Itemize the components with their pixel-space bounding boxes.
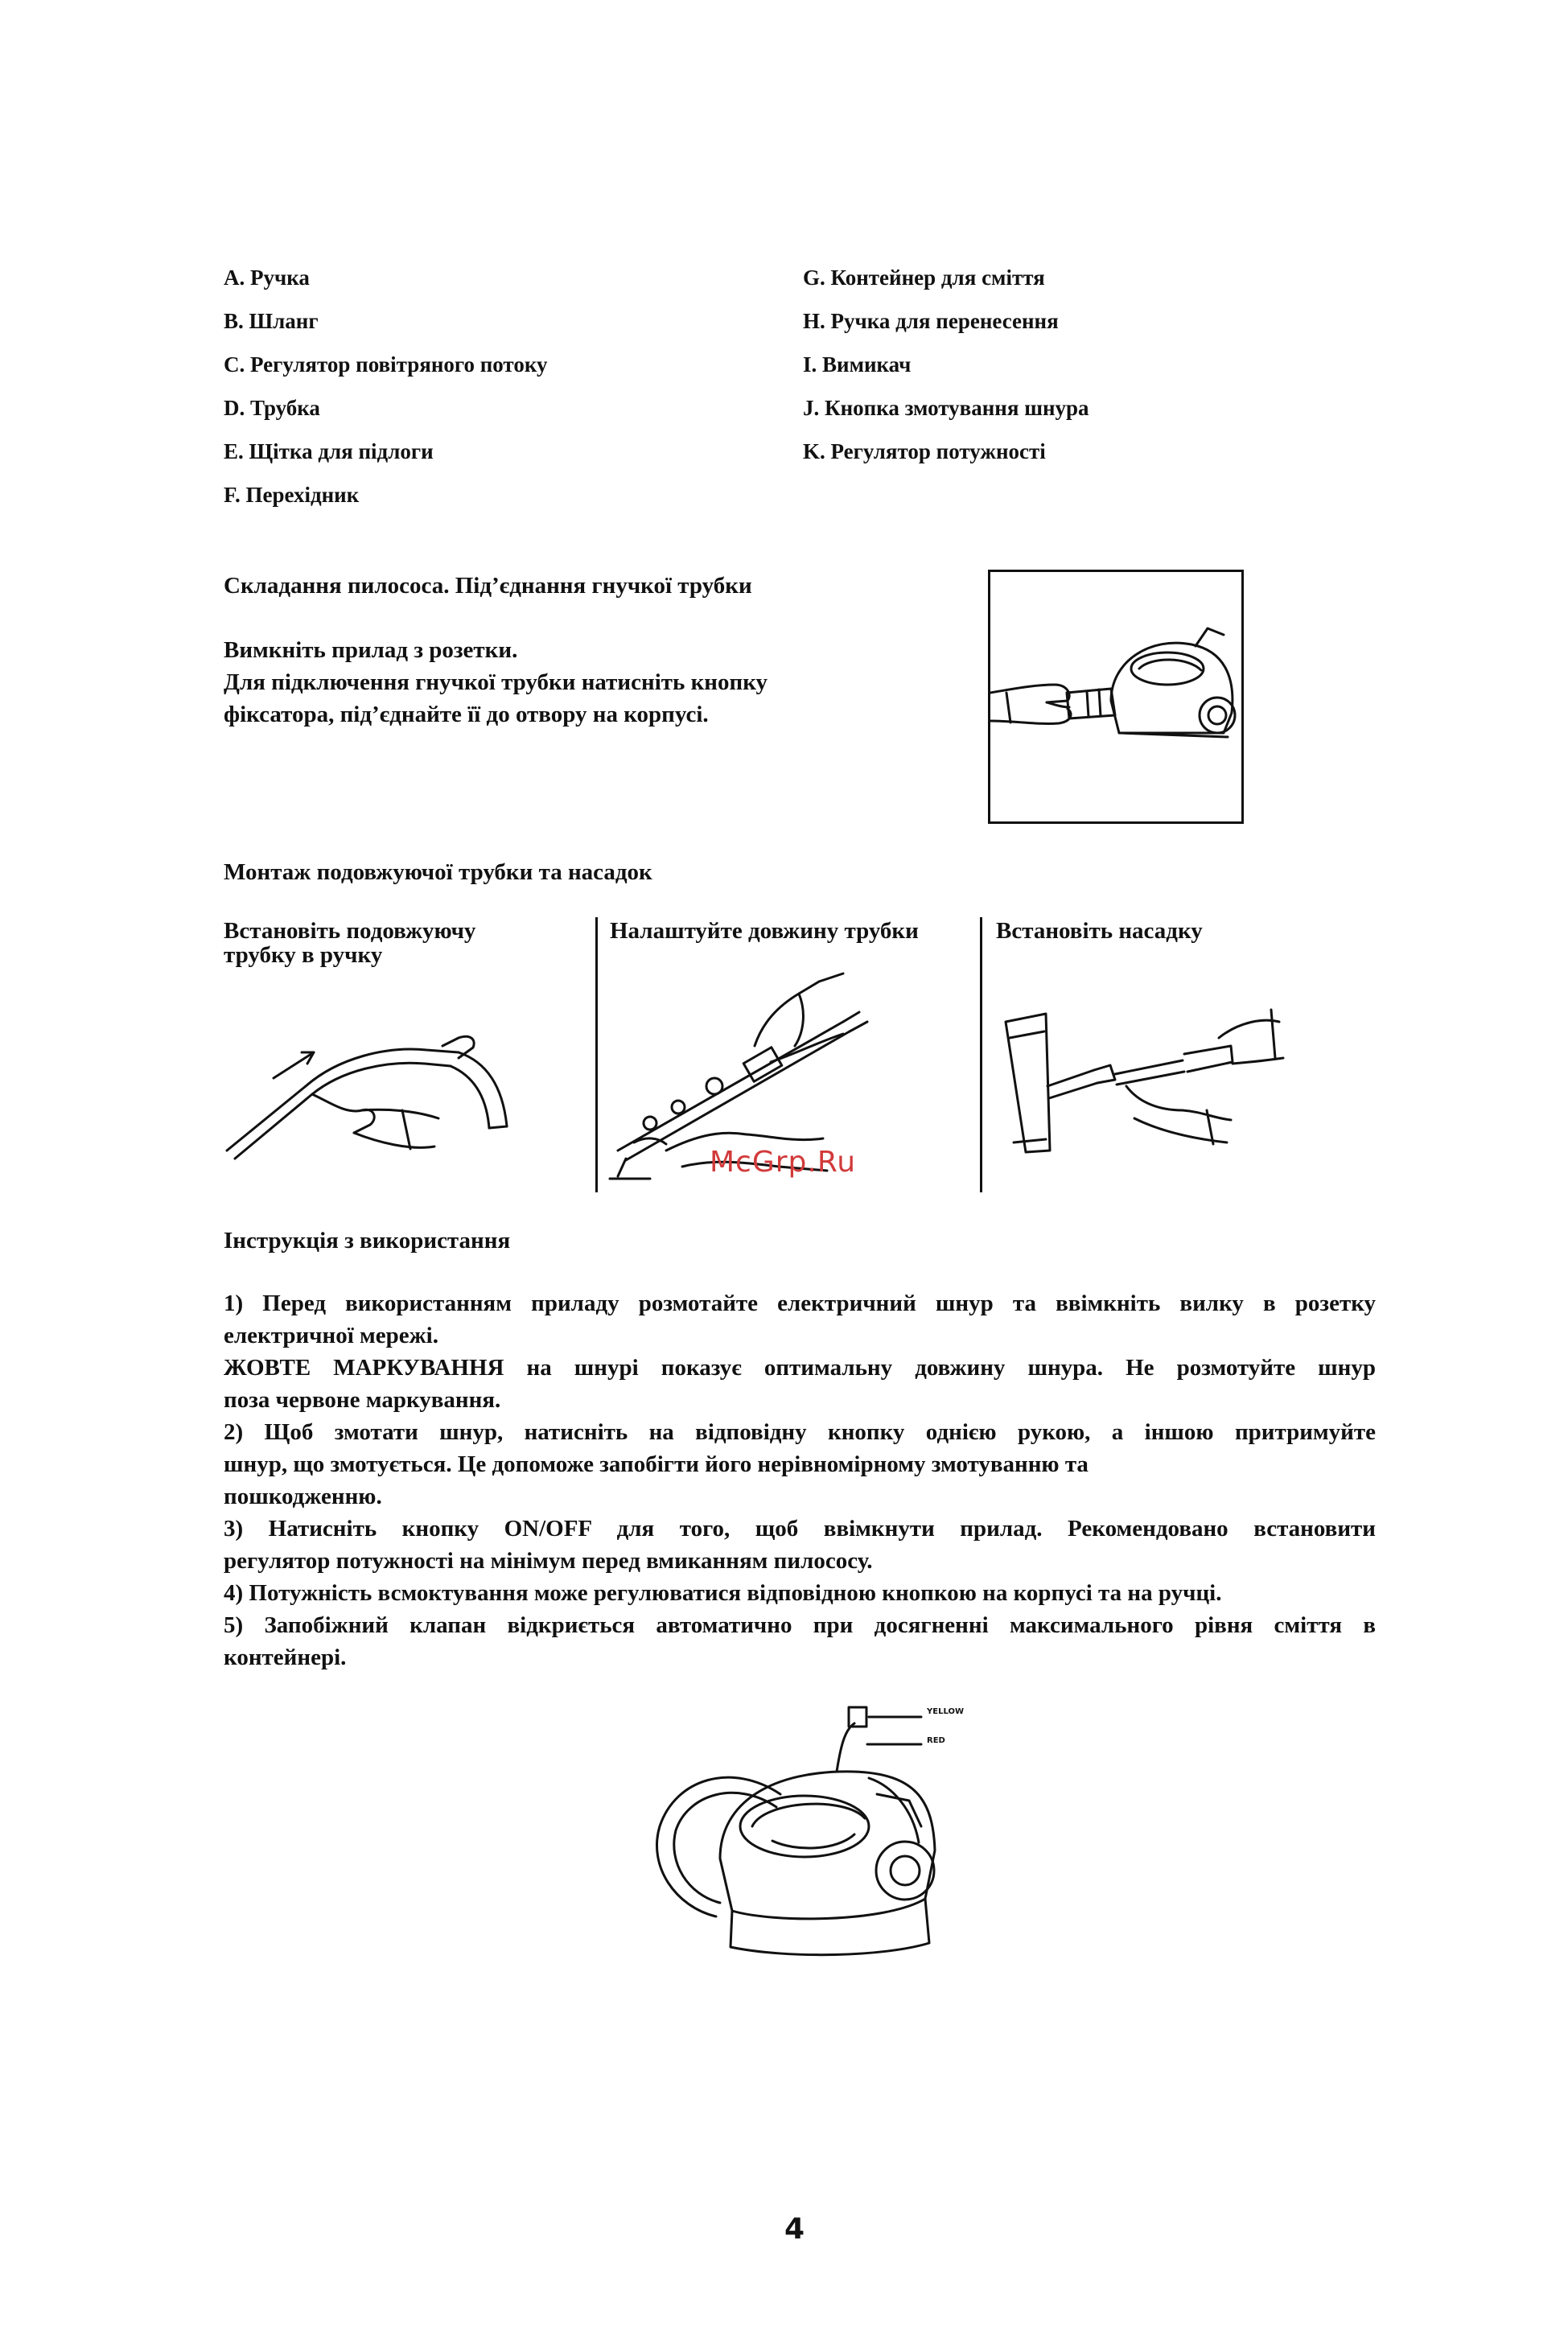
parts-list-left bbox=[224, 256, 548, 517]
part-c: C. Регулятор повітряного потоку bbox=[224, 352, 548, 377]
mounting-col3-caption: Встановіть насадку bbox=[996, 918, 1203, 944]
watermark: McGrp.Ru bbox=[710, 1146, 857, 1179]
usage-line-7: пошкодженню. bbox=[224, 1484, 382, 1509]
mounting-col1-line-1: Встановіть подовжуючу bbox=[224, 918, 476, 944]
label-yellow: YELLOW bbox=[927, 1707, 964, 1716]
usage-line-11: 5) Запобіжний клапан відкриється автоматично при досягненні максимального рівня сміття в bbox=[224, 1612, 1376, 1638]
usage-line-2: електричної мережі. bbox=[224, 1323, 438, 1348]
install-nozzle-figure bbox=[998, 998, 1287, 1167]
part-j: J. Кнопка змотування шнура bbox=[803, 396, 1089, 420]
usage-line-9: регулятор потужності на мінімум перед вмиканням пилососу. bbox=[224, 1548, 873, 1574]
part-e: E. Щітка для підлоги bbox=[224, 439, 434, 463]
part-a: A. Ручка bbox=[224, 266, 310, 290]
assembly-line-2: Для підключення гнучкої трубки натисніть кнопку bbox=[224, 669, 768, 695]
usage-line-10: 4) Потужність всмоктування може регулюватися відповідною кнопкою на корпусі та на ручці. bbox=[224, 1580, 1222, 1606]
usage-line-12: контейнері. bbox=[224, 1645, 347, 1670]
label-red: RED bbox=[927, 1736, 945, 1745]
assembly-heading: Складання пилососа. Під’єднання гнучкої трубки bbox=[224, 573, 752, 599]
mounting-heading: Монтаж подовжуючої трубки та насадок bbox=[224, 859, 652, 885]
vacuum-cord-figure bbox=[644, 1706, 982, 1963]
mounting-col1-line-2: трубку в ручку bbox=[224, 942, 383, 968]
usage-text bbox=[224, 1287, 1376, 1673]
page-number: 4 bbox=[784, 2213, 805, 2246]
assembly-line-1: Вимкніть прилад з розетки. bbox=[224, 637, 518, 663]
hose-connection-figure bbox=[988, 570, 1244, 824]
insert-tube-figure bbox=[217, 990, 539, 1167]
usage-line-1: 1) Перед використанням приладу розмотайте електричний шнур та ввімкніть вилку в розетку bbox=[224, 1291, 1376, 1316]
parts-list-right bbox=[803, 256, 1089, 473]
usage-heading: Інструкція з використання bbox=[224, 1228, 511, 1254]
usage-line-4: поза червоне маркування. bbox=[224, 1387, 501, 1413]
assembly-line-3: фіксатора, під’єднайте її до отвору на корпусі. bbox=[224, 702, 709, 727]
mounting-col1-caption bbox=[224, 919, 475, 967]
usage-line-5: 2) Щоб змотати шнур, натисніть на відповідну кнопку однією рукою, а іншою притримуйте bbox=[224, 1419, 1376, 1445]
usage-line-3: ЖОВТЕ МАРКУВАННЯ на шнурі показує оптимальну довжину шнура. Не розмотуйте шнур bbox=[224, 1355, 1376, 1381]
mounting-col2-caption: Налаштуйте довжину трубки bbox=[610, 918, 919, 944]
assembly-text bbox=[224, 634, 768, 731]
part-b: B. Шланг bbox=[224, 309, 319, 333]
mounting-divider-1 bbox=[595, 917, 598, 1192]
mounting-divider-2 bbox=[980, 917, 982, 1192]
part-f: F. Перехідник bbox=[224, 483, 360, 507]
part-h: H. Ручка для перенесення bbox=[803, 309, 1059, 333]
part-k: K. Регулятор потужності bbox=[803, 439, 1046, 463]
part-g: G. Контейнер для сміття bbox=[803, 266, 1045, 290]
usage-line-8: 3) Натисніть кнопку ON/OFF для того, щоб ввімкнути прилад. Рекомендовано встановити bbox=[224, 1516, 1376, 1542]
part-i: I. Вимикач bbox=[803, 352, 912, 377]
part-d: D. Трубка bbox=[224, 396, 320, 420]
usage-line-6: шнур, що змотується. Це допоможе запобігти його нерівномірному змотуванню та bbox=[224, 1451, 1089, 1477]
